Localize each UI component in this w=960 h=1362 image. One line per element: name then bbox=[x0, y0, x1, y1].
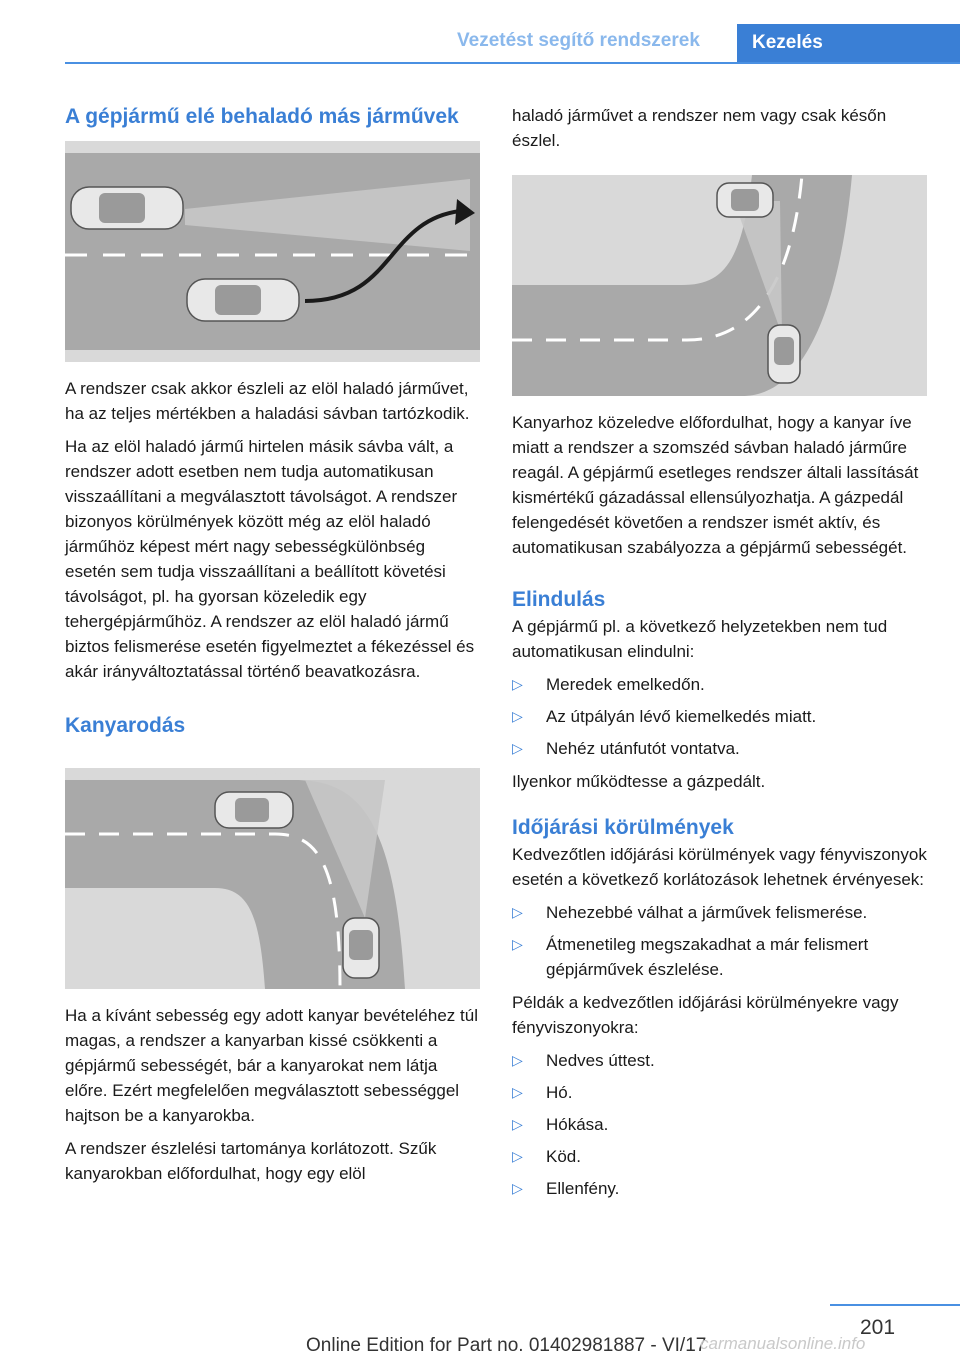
list-item: ▷ Nedves úttest. bbox=[512, 1048, 927, 1073]
edition-line: Online Edition for Part no. 01402981887 - VI/17 bbox=[306, 1335, 707, 1356]
paragraph: Ha az elöl haladó jármű hirtelen másik sávba vált, a rendszer adott esetben nem tudja automatikusan visszaállítani a megválasztott távolságot. A rendszer bizonyos körülmények között még az elöl haladó járműhöz képest mért nagy sebességkülönbség esetén sem tudja visszaállítani a beállított követési távolságot, pl. ha gyorsan közeledik egy tehergépjárműhöz. A rendszer az elöl haladó jármű biztos felismerése esetén figyelmeztet a fékezéssel és akár irányváltoztatással történő beavatkozásra. bbox=[65, 437, 475, 681]
paragraph: haladó járművet a rendszer nem vagy csak későn észlel. bbox=[512, 106, 887, 150]
page-number: 201 bbox=[860, 1316, 896, 1339]
list-start bbox=[512, 672, 927, 761]
illustration-cornering bbox=[65, 768, 480, 989]
paragraph: Ha a kívánt sebesség egy adott kanyar bevételéhez túl magas, a rendszer a kanyarban kissé csökkenti a gépjármű sebességét, bár a kanyarokat nem látja előre. Ezért megfelelően megválasztott sebességgel hajtson be a kanyarokba. bbox=[65, 1006, 478, 1125]
triangle-bullet-icon: ▷ bbox=[512, 676, 523, 692]
list-item: ▷ Köd. bbox=[512, 1144, 927, 1169]
triangle-bullet-icon: ▷ bbox=[512, 1148, 523, 1164]
footer-rule bbox=[830, 1304, 960, 1306]
triangle-bullet-icon: ▷ bbox=[512, 1180, 523, 1196]
list-item: ▷ Meredek emelkedőn. bbox=[512, 672, 927, 697]
paragraph: A rendszer csak akkor észleli az elöl haladó járművet, ha az teljes mértékben a haladási sávban tartózkodik. bbox=[65, 379, 470, 423]
tab-kezeles[interactable]: Kezelés bbox=[737, 24, 960, 64]
illustration-cut-in bbox=[65, 141, 480, 362]
car-icon bbox=[343, 918, 379, 978]
triangle-bullet-icon: ▷ bbox=[512, 1084, 523, 1100]
breadcrumb[interactable]: Vezetést segítő rendszerek bbox=[457, 30, 700, 51]
section-heading-start: Elindulás bbox=[512, 588, 606, 611]
paragraph: Kanyarhoz közeledve előfordulhat, hogy a kanyar íve miatt a rendszer a szomszéd sávban haladó járműre reagál. A gépjármű esetleges rendszer általi lassítását kismértékű gázadással ellensúlyozhatja. A gázpedál felengedését követően a rendszer ismét aktív, és automatikusan szabályozza a gépjármű sebességét. bbox=[512, 413, 919, 557]
header-rule bbox=[65, 62, 960, 64]
paragraph: Példák a kedvezőtlen időjárási körülményekre vagy fényviszonyokra: bbox=[512, 993, 899, 1037]
section-heading-cut-in: A gépjármű elé behaladó más járművek bbox=[65, 105, 459, 128]
list-item: ▷ Ellenfény. bbox=[512, 1176, 927, 1201]
triangle-bullet-icon: ▷ bbox=[512, 708, 523, 724]
paragraph: Ilyenkor működtesse a gázpedált. bbox=[512, 772, 766, 791]
page-header bbox=[65, 24, 960, 64]
car-icon bbox=[71, 187, 183, 229]
right-column bbox=[512, 103, 927, 1209]
list-item: ▷ Nehéz utánfutót vontatva. bbox=[512, 736, 927, 761]
triangle-bullet-icon: ▷ bbox=[512, 1116, 523, 1132]
paragraph: A rendszer észlelési tartománya korlátozott. Szűk kanyarokban előfordulhat, hogy egy elöl bbox=[65, 1139, 437, 1183]
list-item: ▷ Hókása. bbox=[512, 1112, 927, 1137]
car-icon bbox=[187, 279, 299, 321]
left-column bbox=[65, 103, 480, 1194]
car-icon bbox=[768, 325, 800, 383]
list-examples bbox=[512, 1048, 927, 1201]
list-item: ▷ Átmenetileg megszakadhat a már felismert gépjárművek észlelése. bbox=[512, 932, 927, 982]
triangle-bullet-icon: ▷ bbox=[512, 1052, 523, 1068]
list-item: ▷ Hó. bbox=[512, 1080, 927, 1105]
section-heading-cornering: Kanyarodás bbox=[65, 714, 186, 737]
triangle-bullet-icon: ▷ bbox=[512, 936, 523, 952]
watermark: carmanualsonline.info bbox=[700, 1334, 866, 1353]
car-icon bbox=[215, 792, 293, 828]
car-icon bbox=[717, 183, 773, 217]
paragraph: Kedvezőtlen időjárási körülmények vagy fényviszonyok esetén a következő korlátozások lehetnek érvényesek: bbox=[512, 845, 927, 889]
list-weather bbox=[512, 900, 927, 982]
paragraph: A gépjármű pl. a következő helyzetekben nem tud automatikusan elindulni: bbox=[512, 617, 888, 661]
list-item: ▷ Nehezebbé válhat a járművek felismerése. bbox=[512, 900, 927, 925]
section-heading-weather: Időjárási körülmények bbox=[512, 816, 734, 839]
triangle-bullet-icon: ▷ bbox=[512, 740, 523, 756]
illustration-adjacent-lane bbox=[512, 175, 927, 396]
triangle-bullet-icon: ▷ bbox=[512, 904, 523, 920]
list-item: ▷ Az útpályán lévő kiemelkedés miatt. bbox=[512, 704, 927, 729]
